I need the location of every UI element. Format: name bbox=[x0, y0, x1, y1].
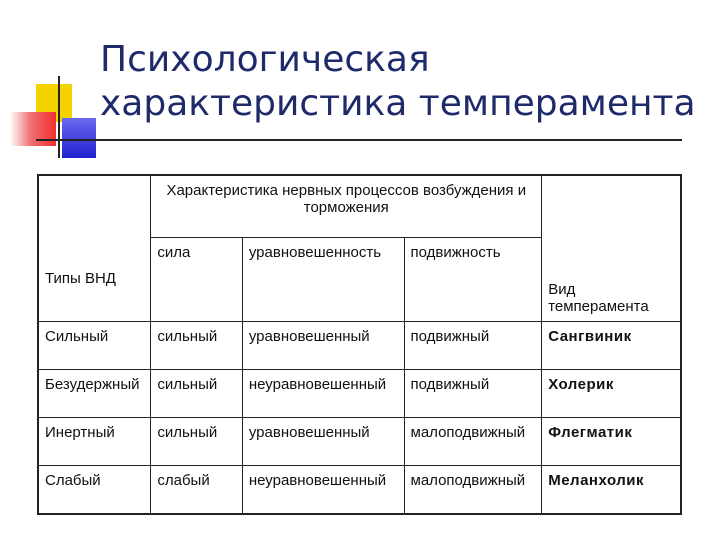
cell-temperament: Флегматик bbox=[542, 417, 681, 465]
cell-mobility: подвижный bbox=[404, 321, 542, 369]
cell-type: Слабый bbox=[38, 465, 151, 514]
table-row bbox=[38, 321, 681, 369]
header-strength: сила bbox=[151, 237, 242, 321]
cell-type: Инертный bbox=[38, 417, 151, 465]
cell-balance: неуравновешенный bbox=[242, 465, 404, 514]
header-balance: уравновешенность bbox=[242, 237, 404, 321]
cell-balance: уравновешенный bbox=[242, 417, 404, 465]
cell-mobility: малоподвижный bbox=[404, 417, 542, 465]
header-mobility: подвижность bbox=[404, 237, 542, 321]
table-header-row-1 bbox=[38, 175, 681, 237]
deco-blue-square bbox=[62, 118, 96, 158]
deco-vertical-line bbox=[58, 76, 60, 158]
cell-strength: слабый bbox=[151, 465, 242, 514]
cell-mobility: подвижный bbox=[404, 369, 542, 417]
temperament-table bbox=[37, 174, 682, 515]
cell-temperament: Меланхолик bbox=[542, 465, 681, 514]
header-types-top-cell bbox=[38, 175, 151, 237]
cell-balance: неуравновешенный bbox=[242, 369, 404, 417]
header-temperament: Вид темперамента bbox=[542, 237, 681, 321]
table-row bbox=[38, 369, 681, 417]
table-header-row-2 bbox=[38, 237, 681, 321]
slide-title: Психологическая характеристика темперамента bbox=[100, 39, 696, 124]
cell-balance: уравновешенный bbox=[242, 321, 404, 369]
cell-type: Сильный bbox=[38, 321, 151, 369]
cell-temperament: Сангвиник bbox=[542, 321, 681, 369]
cell-temperament: Холерик bbox=[542, 369, 681, 417]
header-types: Типы ВНД bbox=[38, 237, 151, 321]
cell-type: Безудержный bbox=[38, 369, 151, 417]
cell-strength: сильный bbox=[151, 321, 242, 369]
header-group-cell: Характеристика нервных процессов возбуждения и торможения bbox=[151, 175, 542, 237]
cell-strength: сильный bbox=[151, 369, 242, 417]
title-divider bbox=[36, 139, 682, 141]
cell-strength: сильный bbox=[151, 417, 242, 465]
cell-mobility: малоподвижный bbox=[404, 465, 542, 514]
table-row bbox=[38, 417, 681, 465]
table-row bbox=[38, 465, 681, 514]
header-temperament-top-cell bbox=[542, 175, 681, 237]
